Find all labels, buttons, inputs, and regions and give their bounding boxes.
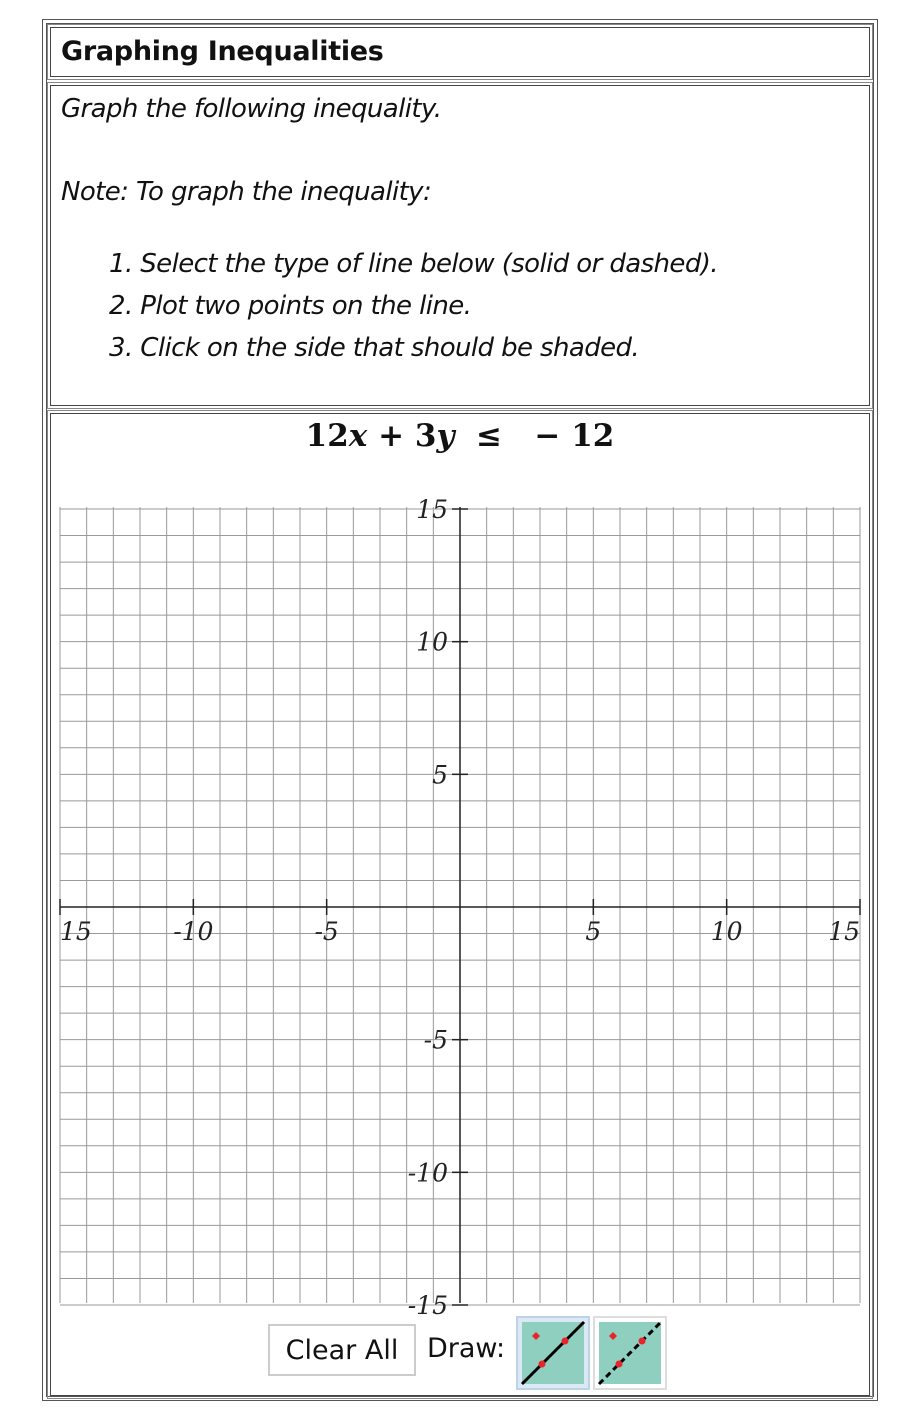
dashed-line-tool-button[interactable] bbox=[593, 1316, 667, 1390]
tool-point bbox=[616, 1361, 623, 1368]
solid-line-icon bbox=[518, 1318, 588, 1388]
instruction-note: Note: To graph the inequality: bbox=[61, 177, 432, 207]
var-y: y bbox=[436, 418, 455, 454]
coef-x: 12 bbox=[305, 418, 349, 454]
draw-label: Draw: bbox=[427, 1333, 506, 1364]
clear-all-button[interactable]: Clear All bbox=[268, 1324, 416, 1376]
x-tick-label: 15 bbox=[828, 917, 860, 946]
y-tick-label: 10 bbox=[416, 627, 448, 657]
y-tick-label: -15 bbox=[407, 1291, 448, 1320]
instruction-step-3: 3. Click on the side that should be shaded. bbox=[109, 333, 640, 363]
dashed-line-icon bbox=[595, 1318, 665, 1388]
x-tick-label: 10 bbox=[710, 917, 743, 946]
x-tick-label: 15 bbox=[60, 917, 92, 946]
x-tick-label: -5 bbox=[314, 917, 339, 946]
x-tick-label: -10 bbox=[173, 917, 214, 946]
instruction-step-1: 1. Select the type of line below (solid or dashed). bbox=[109, 249, 718, 279]
relation-symbol: ≤ bbox=[476, 418, 503, 454]
axes bbox=[60, 507, 860, 1305]
x-tick-label: 5 bbox=[585, 917, 602, 946]
y-tick-label: 15 bbox=[416, 495, 448, 524]
var-x: x bbox=[348, 418, 368, 454]
y-tick-label: 5 bbox=[432, 760, 448, 790]
rhs-value: − 12 bbox=[534, 418, 615, 454]
page-title: Graphing Inequalities bbox=[61, 36, 384, 67]
tool-point bbox=[562, 1338, 569, 1345]
plus-sign: + bbox=[378, 418, 405, 454]
tool-point bbox=[539, 1361, 546, 1368]
instruction-step-2: 2. Plot two points on the line. bbox=[109, 291, 472, 321]
solid-line-tool-button[interactable] bbox=[516, 1316, 590, 1390]
y-tick-label: -5 bbox=[423, 1025, 448, 1055]
instruction-prompt: Graph the following inequality. bbox=[61, 94, 442, 124]
y-tick-label: -10 bbox=[407, 1158, 448, 1188]
tool-point bbox=[639, 1338, 646, 1345]
coef-y: 3 bbox=[414, 418, 437, 454]
